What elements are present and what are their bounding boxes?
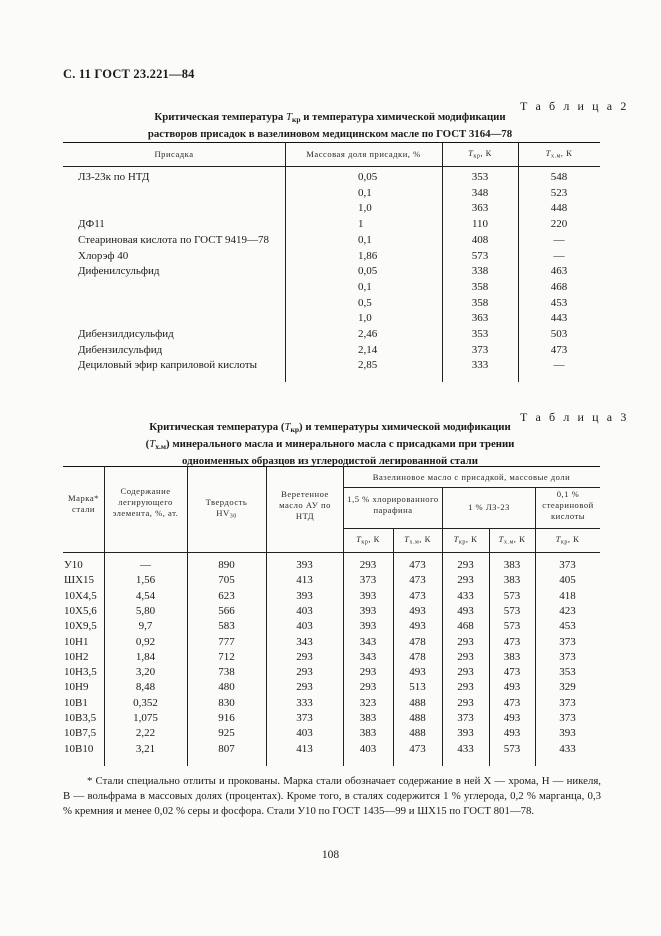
table3-alloy-content-cell: 3,20 (135, 666, 156, 679)
table2-tkr-cell: 353 (471, 171, 489, 183)
table3-steel-grade-cell: 10Н1 (64, 635, 89, 648)
table3-steel-grade-cell: 10Х9,5 (64, 620, 97, 633)
table3-subgroup-stearic: 0,1 % стеариновой кислоты (542, 489, 594, 521)
table2-additive-cell: Стеариновая кислота по ГОСТ 9419—78 (78, 233, 270, 246)
table3-stearic-tkr-cell: 433 (559, 742, 576, 755)
table3-lz23-tkr-cell: 433 (457, 742, 474, 755)
table3-caption: Критическая температура $(T_{кр})$ и температуры химической модификации $(T_{х.м})$ минерального масла и минерального масла с присадками при трении одноименных образцов из углеродистой легированной стали (145, 421, 515, 467)
table2-mass-fraction-cell: 1,0 (358, 312, 372, 325)
table2-caption: Критическая температура $T_{кр}$ и температура химической модификации растворов присадок в вазелиновом медицинском масле по ГОСТ 3164—78 (147, 111, 513, 140)
footnote: * Стали специально отлиты и прокованы. Марка стали обозначает содержание в ней X — хрома, Н — никеля, В — вольфрама в массовых долях (процентах). Кроме того, в сталях содержится 1 % углерода, 0,2 % марганца, 0,3 % кремния и менее 0,02 % серы и фосфора. Стали У10 по ГОСТ 1435—99 и ШХ15 по ГОСТ 801—78. (63, 775, 601, 817)
table2-additive-cell: Хлорэф 40 (78, 249, 129, 262)
table3-alloy-content-cell: 4,54 (135, 589, 156, 602)
table3-hardness-cell: 777 (218, 635, 235, 648)
table2-txm-cell: 523 (550, 186, 568, 199)
table2-tkr-cell: 358 (471, 296, 489, 309)
table3-paraffin-txm-cell: 493 (409, 604, 426, 617)
table3-lz23-txm-cell: 493 (503, 681, 521, 694)
table3-top-rule (63, 466, 600, 467)
table3-hardness-cell: 925 (218, 727, 235, 740)
table2-mass-fraction-cell: 0,05 (358, 171, 378, 183)
table3-lz23-txm-cell: 573 (503, 604, 521, 617)
table2-top-rule (63, 142, 600, 143)
table3-paraffin-tkr-cell: 323 (359, 696, 377, 709)
table3-hardness-cell: 623 (218, 589, 235, 602)
table3-hardness-cell: 480 (218, 681, 235, 694)
table3-col-txm: $T_{х.м}$, К (498, 534, 526, 546)
table3-spindle-oil-cell: 413 (296, 742, 313, 755)
table3-paraffin-tkr-cell: 393 (359, 620, 377, 633)
table3-lz23-tkr-cell: 293 (457, 574, 474, 587)
table3-col-content: Содержание легирующего элемента, %, ат. (112, 486, 179, 518)
table3-paraffin-txm-cell: 478 (409, 650, 426, 663)
table3-alloy-content-cell: 2,22 (135, 727, 156, 740)
table3-alloy-content-cell: 0,352 (133, 696, 158, 709)
table3-lz23-tkr-cell: 293 (457, 559, 474, 571)
table2-tkr-cell: 373 (471, 343, 489, 356)
table3-stearic-tkr-cell: 373 (559, 635, 576, 648)
table3-hardness-cell: 583 (218, 620, 235, 633)
table3-hardness-cell: 890 (218, 559, 235, 571)
table3-paraffin-tkr-cell: 383 (359, 712, 377, 724)
table3-steel-grade-cell: 10Х4,5 (64, 589, 97, 602)
table2-additive-cell: ЛЗ-23к по НТД (78, 171, 150, 183)
table3-paraffin-txm-cell: 478 (409, 635, 426, 648)
table2-additive-cell: Дифенилсульфид (78, 265, 160, 278)
table3-lz23-txm-cell: 573 (503, 620, 521, 633)
table3-lz23-tkr-cell: 293 (457, 635, 474, 648)
table3-alloy-content-cell: 0,92 (135, 635, 156, 648)
table3-spindle-oil-cell: 333 (296, 696, 313, 709)
table3-lz23-tkr-cell: 293 (457, 666, 474, 679)
table3-alloy-content-cell: 9,7 (138, 620, 153, 633)
table3-lz23-tkr-cell: 293 (457, 696, 474, 709)
table3-paraffin-txm-cell: 473 (409, 559, 426, 571)
table3-alloy-content-cell: 1,075 (133, 712, 158, 724)
table3-paraffin-tkr-cell: 383 (359, 727, 377, 740)
table3-lz23-txm-cell: 493 (503, 712, 521, 724)
table3-steel-grade-cell: 10Х5,6 (64, 604, 97, 617)
table2-txm-cell: 453 (550, 296, 568, 309)
table2-mass-fraction-cell: 0,1 (358, 233, 372, 246)
table2-mass-fraction-cell: 1 (358, 218, 364, 231)
table3-stearic-tkr-cell: 393 (559, 727, 576, 740)
table2-txm-cell: — (553, 233, 565, 246)
table2-mass-fraction-cell: 1,86 (358, 249, 378, 262)
table3-stearic-tkr-cell: 373 (559, 696, 576, 709)
table3-spindle-oil-cell: 343 (296, 635, 313, 648)
table3-lz23-txm-cell: 473 (503, 696, 521, 709)
table3-stearic-tkr-cell: 353 (559, 666, 576, 679)
table2-mass-fraction-cell: 1,0 (358, 202, 372, 215)
table3-stearic-tkr-cell: 418 (559, 589, 576, 602)
table3-alloy-content-cell: 3,21 (135, 742, 156, 755)
table2-tkr-cell: 363 (471, 312, 489, 325)
table3-paraffin-tkr-cell: 293 (359, 666, 377, 679)
table2-mass-fraction-cell: 0,1 (358, 186, 372, 199)
table3-spindle-oil-cell: 393 (296, 589, 313, 602)
table2-label: Т а б л и ц а 2 (520, 99, 629, 113)
table3-paraffin-txm-cell: 488 (409, 696, 426, 709)
table3-alloy-content-cell: 5,80 (135, 604, 156, 617)
table3-paraffin-txm-cell: 473 (409, 589, 426, 602)
table3-lz23-tkr-cell: 293 (457, 681, 474, 694)
table3-stearic-tkr-cell: 423 (559, 604, 576, 617)
table3-alloy-content-cell: 1,56 (135, 574, 156, 587)
table3-group-rule (343, 487, 600, 488)
table2-additive-cell: Дибензилдисульфид (78, 328, 174, 340)
table3-col-tkr: $T_{кр}$, К (555, 534, 580, 546)
table3-hardness-cell: 830 (218, 696, 235, 709)
table2-txm-cell: 468 (550, 280, 568, 293)
table3-lz23-txm-cell: 383 (503, 650, 521, 663)
table3-col-txm: $T_{х.м}$, К (404, 534, 431, 546)
table3-lz23-tkr-cell: 393 (457, 727, 474, 740)
table3-subgroup-rule (343, 528, 600, 529)
table3-group-header: Вазелиновое масло с присадкой, массовые доли (372, 472, 571, 482)
table2-txm-cell: 220 (550, 218, 568, 231)
table2-txm-cell: — (553, 359, 565, 372)
table3-spindle-oil-cell: 403 (296, 727, 313, 740)
table2-tkr-cell: 363 (471, 202, 489, 215)
table3-col-hardness: Твердость $HV_{30}$ (205, 497, 248, 520)
table3-paraffin-tkr-cell: 393 (359, 604, 377, 617)
table2-tkr-cell: 338 (471, 265, 489, 278)
table3-alloy-content-cell: 8,48 (135, 681, 156, 694)
table3-steel-grade-cell: 10Н9 (64, 681, 89, 694)
table2-tkr-cell: 333 (471, 359, 489, 372)
table2-tkr-cell: 110 (471, 218, 489, 231)
table2-tkr-cell: 353 (471, 328, 489, 340)
table3-alloy-content-cell: 1,84 (135, 650, 156, 663)
table3-spindle-oil-cell: 293 (296, 650, 313, 663)
table3-steel-grade-cell: 10Н3,5 (64, 666, 97, 679)
table3-label: Т а б л и ц а 3 (520, 410, 629, 424)
table3-paraffin-tkr-cell: 343 (359, 635, 377, 648)
table2-col-divider (285, 142, 286, 382)
table3-hardness-cell: 566 (218, 604, 235, 617)
table2-col-tkr: $T_{кр}$, К (468, 148, 492, 160)
table3-paraffin-txm-cell: 473 (409, 742, 426, 755)
table2-mass-fraction-cell: 0,1 (358, 280, 372, 293)
table2-txm-cell: 463 (550, 265, 568, 278)
table3-paraffin-txm-cell: 473 (409, 574, 426, 587)
table2-col-txm: $T_{х.м}$, К (545, 148, 573, 160)
table3-steel-grade-cell: 10В10 (64, 742, 94, 755)
table3-lz23-txm-cell: 473 (503, 666, 521, 679)
table3-spindle-oil-cell: 413 (296, 574, 313, 587)
table2-txm-cell: 503 (550, 328, 568, 340)
table3-stearic-tkr-cell: 329 (559, 681, 576, 694)
table3-lz23-tkr-cell: 373 (457, 712, 474, 724)
table3-subgroup-paraffin: 1,5 % хлорированного парафина (347, 494, 439, 515)
table3-lz23-tkr-cell: 293 (457, 650, 474, 663)
table3-paraffin-txm-cell: 513 (409, 681, 426, 694)
table2-additive-cell: ДФ11 (78, 218, 105, 231)
table3-spindle-oil-cell: 393 (296, 559, 313, 571)
table3-hardness-cell: 705 (218, 574, 235, 587)
table2-additive-cell: Дециловый эфир каприловой кислоты (78, 359, 258, 372)
table2-header-rule (63, 166, 600, 167)
table3-paraffin-tkr-cell: 373 (359, 574, 377, 587)
table3-lz23-tkr-cell: 433 (457, 589, 474, 602)
table3-paraffin-txm-cell: 488 (409, 727, 426, 740)
table3-steel-grade-cell: ШХ15 (64, 574, 95, 587)
table3-stearic-tkr-cell: 373 (559, 712, 576, 724)
table2-tkr-cell: 348 (471, 186, 489, 199)
table2-txm-cell: 443 (550, 312, 568, 325)
table2-mass-fraction-cell: 0,5 (358, 296, 372, 309)
table3-lz23-txm-cell: 383 (503, 559, 521, 571)
table3-lz23-tkr-cell: 468 (457, 620, 474, 633)
table3-lz23-txm-cell: 473 (503, 635, 521, 648)
table3-stearic-tkr-cell: 373 (559, 650, 576, 663)
table3-hardness-cell: 807 (218, 742, 235, 755)
table2-txm-cell: 473 (550, 343, 568, 356)
table2-tkr-cell: 573 (471, 249, 489, 262)
table3-col-tkr: $T_{кр}$, К (453, 534, 478, 546)
table3-paraffin-tkr-cell: 293 (359, 681, 377, 694)
table3-spindle-oil-cell: 403 (296, 604, 313, 617)
table2-txm-cell: — (553, 249, 565, 262)
table3-alloy-content-cell: — (140, 559, 151, 571)
table3-paraffin-txm-cell: 493 (409, 620, 426, 633)
table2-mass-fraction-cell: 2,46 (358, 328, 378, 340)
table3-col-tkr: $T_{кр}$, К (356, 534, 380, 546)
page-header: С. 11 ГОСТ 23.221—84 (63, 67, 195, 81)
table3-paraffin-txm-cell: 493 (409, 666, 426, 679)
table3-stearic-tkr-cell: 453 (559, 620, 576, 633)
table2-col-additive: Присадка (154, 149, 194, 159)
table3-paraffin-tkr-cell: 403 (359, 742, 377, 755)
table2-mass-fraction-cell: 2,14 (358, 343, 378, 356)
table3-col-spindle-oil: Веретенное масло АУ по НТД (279, 489, 331, 521)
table3-hardness-cell: 916 (218, 712, 235, 724)
table3-steel-grade-cell: У10 (64, 559, 83, 571)
table3-hardness-cell: 712 (218, 650, 235, 663)
table3-stearic-tkr-cell: 373 (559, 559, 576, 571)
table3-lz23-txm-cell: 573 (503, 742, 521, 755)
table2-col-mass: Массовая доля присадки, % (306, 149, 421, 159)
table3-lz23-txm-cell: 493 (503, 727, 521, 740)
table3-spindle-oil-cell: 293 (296, 681, 313, 694)
table2-additive-cell: Дибензилсульфид (78, 343, 163, 356)
table3-col-steel: Марка* стали (68, 493, 99, 514)
table3-spindle-oil-cell: 293 (296, 666, 313, 679)
table3-hardness-cell: 738 (218, 666, 235, 679)
table3-steel-grade-cell: 10Н2 (64, 650, 89, 663)
table3-paraffin-txm-cell: 488 (409, 712, 426, 724)
table2-tkr-cell: 358 (471, 280, 489, 293)
table3-steel-grade-cell: 10В7,5 (64, 727, 97, 740)
table3-paraffin-tkr-cell: 393 (359, 589, 377, 602)
table2-mass-fraction-cell: 0,05 (358, 265, 378, 278)
table2-mass-fraction-cell: 2,85 (358, 359, 378, 372)
table2-txm-cell: 548 (550, 171, 568, 183)
table3-subgroup-lz23: 1 % ЛЗ-23 (468, 502, 510, 512)
table3-lz23-txm-cell: 383 (503, 574, 521, 587)
table3-stearic-tkr-cell: 405 (559, 574, 576, 587)
table2-txm-cell: 448 (550, 202, 568, 215)
page-number: 108 (321, 849, 340, 861)
table3-lz23-tkr-cell: 493 (457, 604, 474, 617)
table3-header-rule (63, 552, 600, 553)
table3-steel-grade-cell: 10В3,5 (64, 712, 97, 724)
table3-paraffin-tkr-cell: 293 (359, 559, 377, 571)
table3-spindle-oil-cell: 373 (296, 712, 313, 724)
table2-tkr-cell: 408 (471, 233, 489, 246)
table3-steel-grade-cell: 10В1 (64, 696, 88, 709)
table3-paraffin-tkr-cell: 343 (359, 650, 377, 663)
table3-spindle-oil-cell: 403 (296, 620, 313, 633)
table3-lz23-txm-cell: 573 (503, 589, 521, 602)
